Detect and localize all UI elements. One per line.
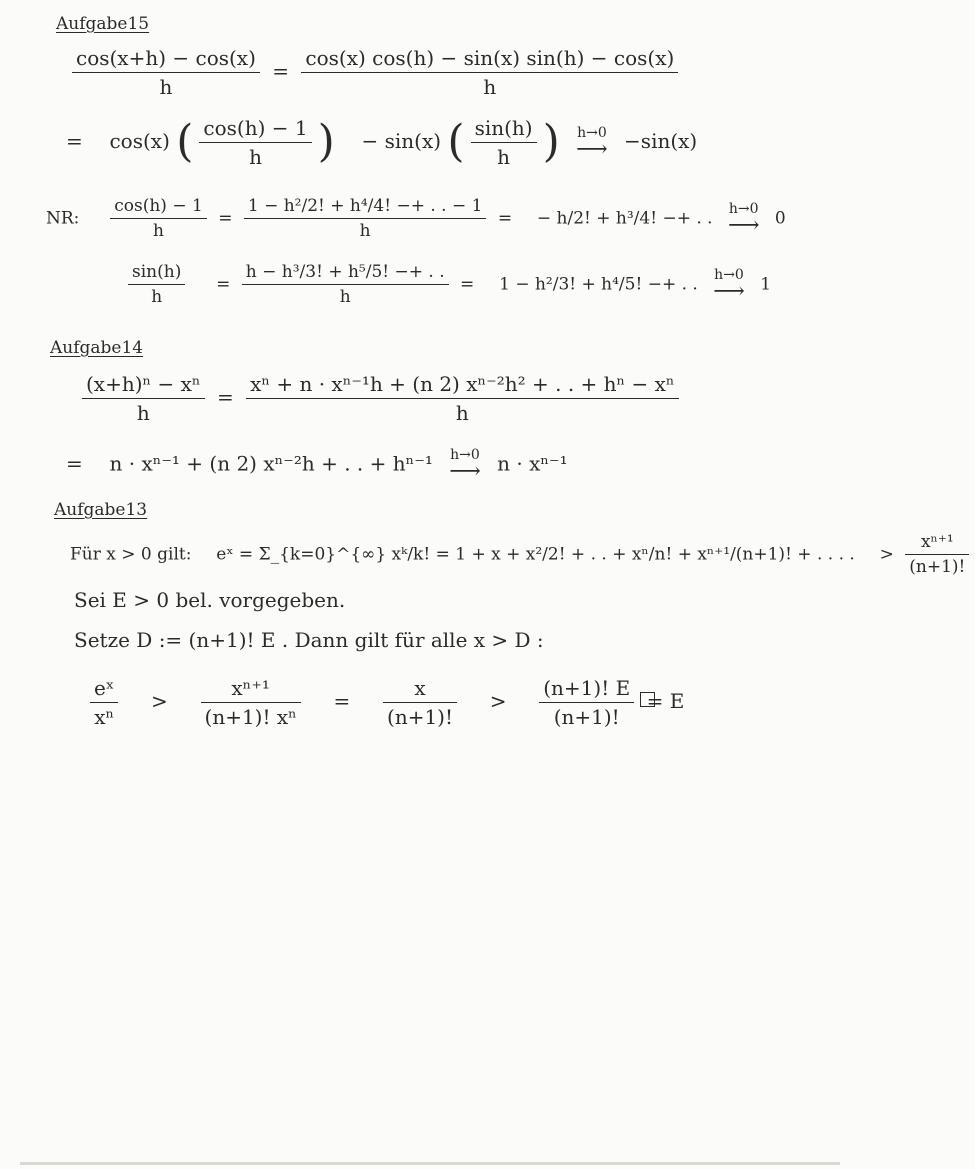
a15-nr2-mid-num: h − h³/3! + h⁵/5! −+ . . <box>242 262 449 285</box>
a14-l1-rhs-den: h <box>455 401 469 425</box>
a15-nr-line1 <box>46 196 786 242</box>
a15-l1-lhs-num: cos(x+h) − cos(x) <box>72 46 260 73</box>
a13-l4-frac1 <box>90 676 118 729</box>
a13-l4-greater2: > <box>489 689 507 713</box>
a15-nr1-mid-num: 1 − h²/2! + h⁴/4! −+ . . − 1 <box>244 196 487 219</box>
a13-l4-frac4-num: (n+1)! E <box>539 676 634 703</box>
a13-l4-frac1-num: eˣ <box>90 676 118 703</box>
a15-line2: = cos(x) ( $\frac{\cos(h) - 1}{h}$ ) − sin(x) ( $\frac{\sin(h)}{h}$ ) h→0 ⟶ −sin(x) <box>66 116 698 169</box>
a15-l1-lhs-den: h <box>159 75 173 99</box>
a15-l1-rhs-num: cos(x) cos(h) − sin(x) sin(h) − cos(x) <box>301 46 678 73</box>
a15-nr1-lhs-fraction <box>110 196 207 242</box>
a15-nr1-mid-den: h <box>359 221 371 242</box>
a15-nr2-arrow-label: h→0 <box>714 266 744 283</box>
a15-nr2-result: 1 <box>760 274 772 295</box>
a13-l4-frac1-den: xⁿ <box>94 705 115 729</box>
heading-aufgabe15: Aufgabe15 <box>56 14 150 34</box>
a14-l2-equals: = <box>66 451 83 476</box>
a14-l2-result: n · xⁿ⁻¹ <box>497 451 568 476</box>
a13-l4-equals: = <box>333 689 351 713</box>
a13-l4-equals2: = <box>646 689 664 713</box>
scan-bottom-edge <box>20 1162 840 1165</box>
a15-l2-cos: cos(x) <box>109 129 170 153</box>
a15-nr1-lhs-den: h <box>153 221 164 242</box>
a14-l2-arrow-label: h→0 <box>450 447 480 463</box>
a15-l2-frac1 <box>199 116 311 169</box>
qed-square-icon <box>640 692 655 707</box>
a15-l2-frac2-den: h <box>497 145 511 169</box>
a14-l1-lhs-fraction <box>82 372 205 425</box>
a15-l2-result: −sin(x) <box>624 129 698 153</box>
a15-nr1-lhs-num: cos(h) − 1 <box>110 196 207 219</box>
a14-line2 <box>66 448 568 482</box>
a15-l2-equals: = <box>66 129 83 153</box>
a15-l1-lhs-fraction <box>72 46 260 99</box>
a15-line1 <box>66 46 684 99</box>
a15-nr1-arrow-label: h→0 <box>728 200 759 217</box>
a15-nr2-equals2: = <box>460 274 475 295</box>
a15-l2-frac1-num: cos(h) − 1 <box>199 116 311 143</box>
a15-nr1-equals: = <box>218 208 233 229</box>
a13-l4-frac4 <box>539 676 634 729</box>
a13-l4-frac3-num: x <box>383 676 457 703</box>
a13-l1-greater: > <box>879 544 894 565</box>
a15-nr-line2 <box>122 262 771 308</box>
a15-l1-rhs-fraction <box>301 46 678 99</box>
a14-l1-rhs-fraction <box>246 372 679 425</box>
a15-nr2-lhs-fraction <box>128 262 185 308</box>
a15-l2-minus-sin: − sin(x) <box>361 129 442 153</box>
a13-l4-frac3 <box>383 676 457 729</box>
a15-nr1-right: − h/2! + h³/4! −+ . . <box>536 208 713 229</box>
a15-nr2-mid-fraction <box>242 262 449 308</box>
a14-l2-expression: n · xⁿ⁻¹ + (n 2) xⁿ⁻²h + . . + hⁿ⁻¹ <box>109 451 433 476</box>
a14-l1-lhs-num: (x+h)ⁿ − xⁿ <box>82 372 205 399</box>
a13-l4-frac2-den: (n+1)! xⁿ <box>204 705 297 729</box>
a15-nr2-lhs-den: h <box>151 287 163 308</box>
a15-l2-frac2 <box>471 116 537 169</box>
a13-l4-frac2 <box>201 676 301 729</box>
a14-line1 <box>76 372 685 425</box>
a13-l1-series: eˣ = Σ_{k=0}^{∞} xᵏ/k! = 1 + x + x²/2! + . . + xⁿ/n! + xⁿ⁺¹/(n+1)! + . . . . <box>216 544 855 565</box>
a13-line2: Sei E > 0 bel. vorgegeben. <box>74 588 346 612</box>
a13-l1-text: Für x > 0 gilt: <box>70 544 192 565</box>
a15-nr1-mid-fraction <box>244 196 487 242</box>
a13-l4-frac4-den: (n+1)! <box>553 705 620 729</box>
a15-nr-label: NR: <box>46 208 80 229</box>
a13-l4-frac3-den: (n+1)! <box>387 705 454 729</box>
a15-nr2-equals: = <box>216 274 231 295</box>
a14-l1-rhs-num: xⁿ + n · xⁿ⁻¹h + (n 2) xⁿ⁻²h² + . . + hⁿ − xⁿ <box>246 372 679 399</box>
a15-nr2-mid-den: h <box>339 287 351 308</box>
a13-line3: Setze D := (n+1)! E . Dann gilt für alle x > D : <box>74 628 544 652</box>
a15-nr1-result: 0 <box>774 208 786 229</box>
a15-l2-arrow-label: h→0 <box>577 124 607 141</box>
a13-l4-frac2-num: xⁿ⁺¹ <box>201 676 301 703</box>
a15-l1-equals: = <box>272 59 290 83</box>
heading-aufgabe13: Aufgabe13 <box>54 500 148 520</box>
a15-l1-rhs-den: h <box>483 75 497 99</box>
a13-l1-bound-fraction <box>905 532 969 578</box>
a15-l2-frac2-num: sin(h) <box>471 116 537 143</box>
a14-l1-lhs-den: h <box>136 401 150 425</box>
a15-nr1-limit-arrow: h→0 ⟶ <box>727 200 760 238</box>
a14-l2-limit-arrow: h→0 ⟶ <box>449 447 481 484</box>
a13-l1-bound-den: (n+1)! <box>909 557 966 578</box>
a15-nr1-equals2: = <box>497 208 513 229</box>
a13-line4 <box>84 676 684 729</box>
a13-l1-bound-num: xⁿ⁺¹ <box>905 532 969 555</box>
a13-line1 <box>70 532 975 578</box>
a15-nr2-right: 1 − h²/3! + h⁴/5! −+ . . <box>499 274 698 295</box>
heading-aufgabe14: Aufgabe14 <box>50 338 144 358</box>
a13-l4-result: E <box>669 689 685 713</box>
a15-nr2-lhs-num: sin(h) <box>128 262 185 285</box>
a15-nr2-limit-arrow: h→0 ⟶ <box>713 266 745 304</box>
a13-l4-greater1: > <box>151 689 168 713</box>
a15-l2-limit-arrow: h→0 ⟶ <box>576 124 608 162</box>
a15-l2-frac1-den: h <box>249 145 262 169</box>
a14-l1-equals: = <box>216 385 234 409</box>
